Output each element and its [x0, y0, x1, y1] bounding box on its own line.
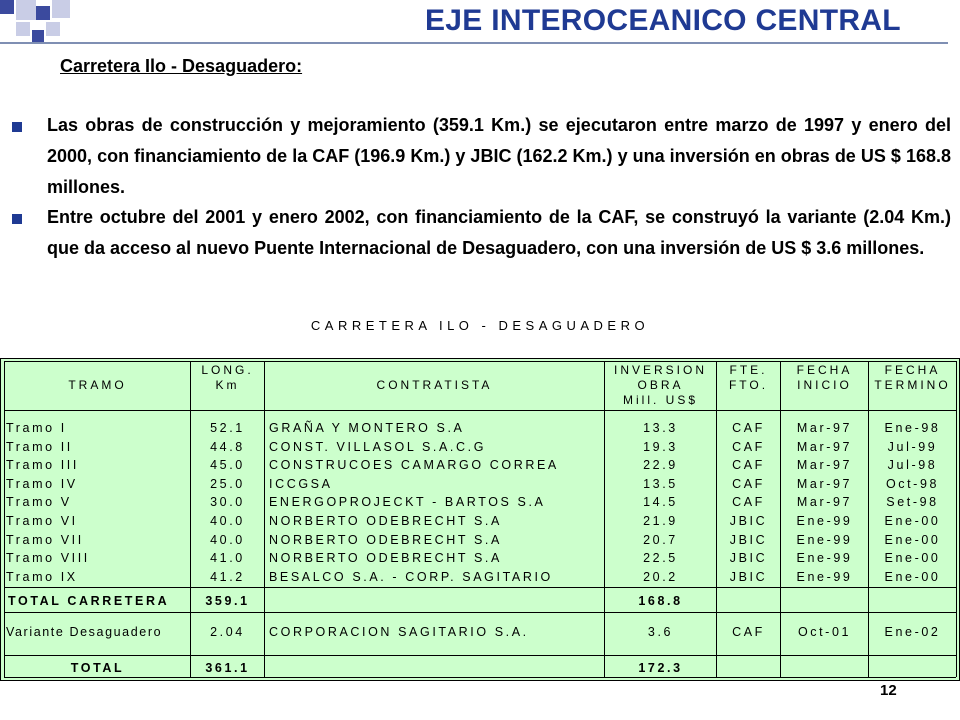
cell-contratista: NORBERTO ODEBRECHT S.A — [269, 551, 502, 566]
page-number: 12 — [880, 682, 897, 699]
cell-termino: Ene-98 — [884, 421, 941, 435]
cell-inicio: Ene-99 — [796, 551, 853, 566]
cell-long: 44.8 — [210, 439, 245, 454]
total-long: 361.1 — [205, 661, 250, 675]
cell-termino: Ene-00 — [884, 551, 941, 566]
cell-inv: 19.3 — [643, 439, 678, 454]
cell-inv: 21.9 — [643, 514, 678, 528]
cell-inicio: Mar-97 — [796, 458, 853, 473]
slide-title: EJE INTEROCEANICO CENTRAL — [425, 4, 901, 37]
variante-inicio: Oct-01 — [797, 625, 852, 639]
cell-fte: JBIC — [729, 551, 768, 566]
cell-tramo: Tramo II — [6, 439, 73, 454]
header-inversion-unit: Mill. US$ — [622, 393, 698, 407]
cell-termino: Jul-98 — [887, 458, 938, 473]
header-termino: TERMINO — [874, 378, 951, 392]
cell-long: 40.0 — [210, 532, 245, 547]
cell-inv: 22.5 — [643, 551, 678, 566]
table-caption: CARRETERA ILO - DESAGUADERO — [310, 318, 650, 333]
cell-tramo: Tramo III — [6, 458, 79, 473]
cell-contratista: CONSTRUCOES CAMARGO CORREA — [269, 458, 559, 473]
header-fte: FTE. — [729, 363, 768, 377]
variante-fte: CAF — [732, 625, 765, 639]
deco-square — [52, 0, 70, 18]
header-fto: FTO. — [728, 378, 769, 392]
bullet-paragraph: Las obras de construcción y mejoramiento (359.1 Km.) se ejecutaron entre marzo de 1997 y enero del 2000, con financiamiento de la CAF (196.9 Km.) y JBIC (162.2 Km.) y una inversión en obras de US $ 168.8 millones. — [47, 115, 951, 197]
cell-termino: Oct-98 — [885, 476, 940, 491]
header-inicio: INICIO — [797, 378, 852, 392]
deco-square — [0, 0, 14, 14]
cell-fte: CAF — [732, 476, 765, 491]
variante-tramo: Variante Desaguadero — [6, 625, 163, 639]
cell-tramo: Tramo VIII — [6, 551, 90, 566]
variante-inversion: 3.6 — [647, 625, 674, 639]
cell-inv: 20.7 — [643, 532, 678, 547]
cell-inicio: Ene-99 — [796, 532, 853, 547]
header-long-unit: Km — [215, 378, 240, 392]
cell-long: 40.0 — [210, 514, 245, 528]
cell-fte: JBIC — [729, 514, 768, 528]
cell-inv: 13.5 — [643, 476, 678, 491]
cell-tramo: Tramo VI — [6, 514, 78, 528]
variante-contratista: CORPORACION SAGITARIO S.A. — [269, 625, 529, 639]
cell-contratista: NORBERTO ODEBRECHT S.A — [269, 514, 502, 528]
cell-long: 25.0 — [210, 476, 245, 491]
variante-termino: Ene-02 — [884, 625, 941, 639]
table-rule — [4, 410, 956, 411]
cell-contratista: NORBERTO ODEBRECHT S.A — [269, 532, 502, 547]
cell-fte: JBIC — [729, 532, 768, 547]
cell-contratista: BESALCO S.A. - CORP. SAGITARIO — [269, 569, 553, 584]
cell-long: 45.0 — [210, 458, 245, 473]
cell-long: 41.0 — [210, 551, 245, 566]
title-underline — [0, 42, 948, 44]
cell-fte: CAF — [732, 421, 765, 435]
table-rule — [4, 587, 956, 588]
cell-termino: Jul-99 — [887, 439, 938, 454]
cell-inicio: Ene-99 — [796, 569, 853, 584]
cell-long: 30.0 — [210, 495, 245, 510]
table-rule — [4, 361, 5, 677]
total-inversion: 172.3 — [638, 661, 683, 675]
bullet-paragraph: Entre octubre del 2001 y enero 2002, con financiamiento de la CAF, se construyó la variante (2.04 Km.) que da acceso al nuevo Puente Internacional de Desaguadero, con una inversión de US $ 3.6 millones. — [47, 207, 951, 258]
table-rule — [4, 361, 956, 362]
total-carretera-label: TOTAL CARRETERA — [8, 594, 170, 608]
cell-termino: Ene-00 — [884, 532, 941, 547]
table-rule — [4, 655, 956, 656]
cell-inicio: Mar-97 — [796, 495, 853, 510]
cell-inv: 14.5 — [643, 495, 678, 510]
total-label: TOTAL — [70, 661, 125, 675]
cell-contratista: ENERGOPROJECKT - BARTOS S.A — [269, 495, 546, 510]
variante-long: 2.04 — [210, 625, 245, 639]
cell-long: 41.2 — [210, 569, 245, 584]
cell-tramo: Tramo I — [6, 421, 67, 435]
data-table — [0, 358, 960, 681]
deco-square — [16, 22, 30, 36]
cell-contratista: ICCGSA — [269, 476, 333, 491]
header-inversion-obra: OBRA — [637, 378, 684, 392]
deco-square — [46, 22, 60, 36]
header-fecha-inicio: FECHA — [796, 363, 853, 377]
cell-long: 52.1 — [210, 421, 245, 435]
table-rule — [4, 612, 956, 613]
table-rule — [4, 677, 956, 678]
deco-square — [36, 6, 50, 20]
cell-fte: CAF — [732, 495, 765, 510]
header-long: LONG. — [201, 363, 254, 377]
cell-tramo: Tramo IX — [6, 569, 78, 584]
table-rule — [956, 361, 957, 677]
bullet-marker — [12, 122, 22, 132]
total-carretera-long: 359.1 — [205, 594, 250, 608]
cell-termino: Set-98 — [886, 495, 939, 510]
cell-inicio: Mar-97 — [796, 439, 853, 454]
cell-inicio: Mar-97 — [796, 476, 853, 491]
slide-subtitle: Carretera Ilo - Desaguadero: — [60, 56, 303, 76]
table-rule — [264, 361, 265, 677]
header-inversion: INVERSION — [613, 363, 707, 377]
header-fecha-termino: FECHA — [884, 363, 941, 377]
cell-inicio: Ene-99 — [796, 514, 853, 528]
cell-inv: 22.9 — [643, 458, 678, 473]
header-contratista: CONTRATISTA — [376, 378, 493, 392]
cell-termino: Ene-00 — [884, 569, 941, 584]
cell-tramo: Tramo V — [6, 495, 72, 510]
cell-tramo: Tramo VII — [6, 532, 84, 547]
cell-termino: Ene-00 — [884, 514, 941, 528]
cell-inv: 20.2 — [643, 569, 678, 584]
bullet-marker — [12, 214, 22, 224]
cell-fte: CAF — [732, 439, 765, 454]
deco-square — [16, 0, 36, 20]
deco-square — [32, 30, 44, 42]
header-tramo: TRAMO — [68, 378, 127, 392]
cell-tramo: Tramo IV — [6, 476, 78, 491]
cell-fte: JBIC — [729, 569, 768, 584]
total-carretera-inversion: 168.8 — [638, 594, 683, 608]
cell-inv: 13.3 — [643, 421, 678, 435]
cell-contratista: CONST. VILLASOL S.A.C.G — [269, 439, 487, 454]
cell-fte: CAF — [732, 458, 765, 473]
cell-contratista: GRAÑA Y MONTERO S.A — [269, 421, 465, 435]
cell-inicio: Mar-97 — [796, 421, 853, 435]
